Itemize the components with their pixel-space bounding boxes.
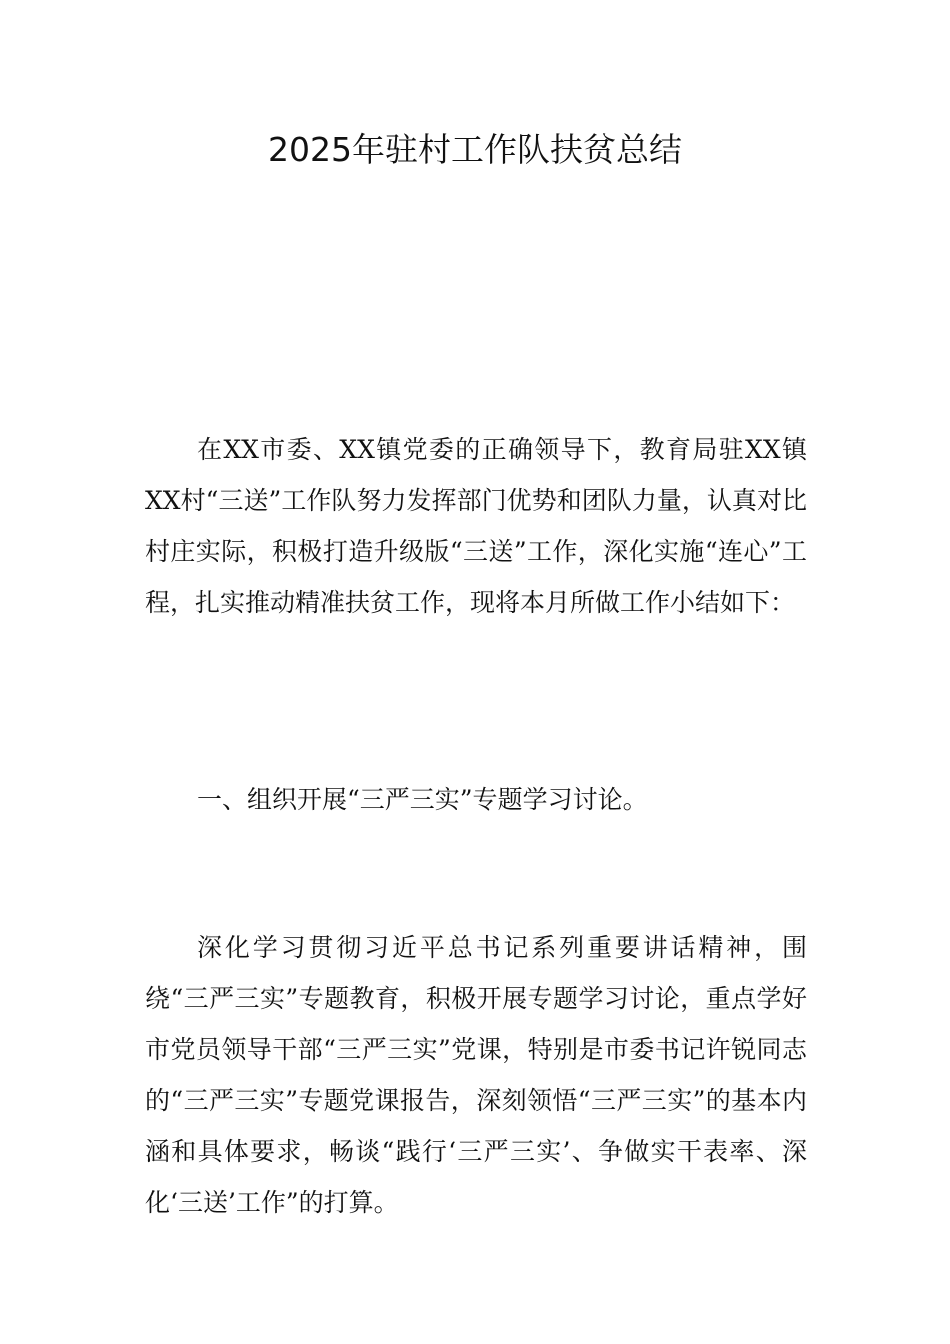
intro-paragraph: 在XX市委、XX镇党委的正确领导下，教育局驻XX镇XX村“三送”工作队努力发挥部门优势和团队力量，认真对比村庄实际，积极打造升级版“三送”工作，深化实施“连心”工程，扎实推动精准扶贫工作，现将本月所做工作小结如下： (145, 435, 807, 617)
document-title: 2025年驻村工作队扶贫总结 (268, 130, 682, 169)
section-heading: 一、组织开展“三严三实”专题学习讨论。 (197, 785, 648, 814)
section-paragraph: 深化学习贯彻习近平总书记系列重要讲话精神，围绕“三严三实”专题教育，积极开展专题学习讨论，重点学好市党员领导干部“三严三实”党课，特别是市委书记许锐同志的“三严三实”专题党课报告，深刻领悟“三严三实”的基本内涵和具体要求，畅谈“践行‘三严三实’、争做实干表率、深化‘三送’工作”的打算。 (145, 933, 807, 1217)
